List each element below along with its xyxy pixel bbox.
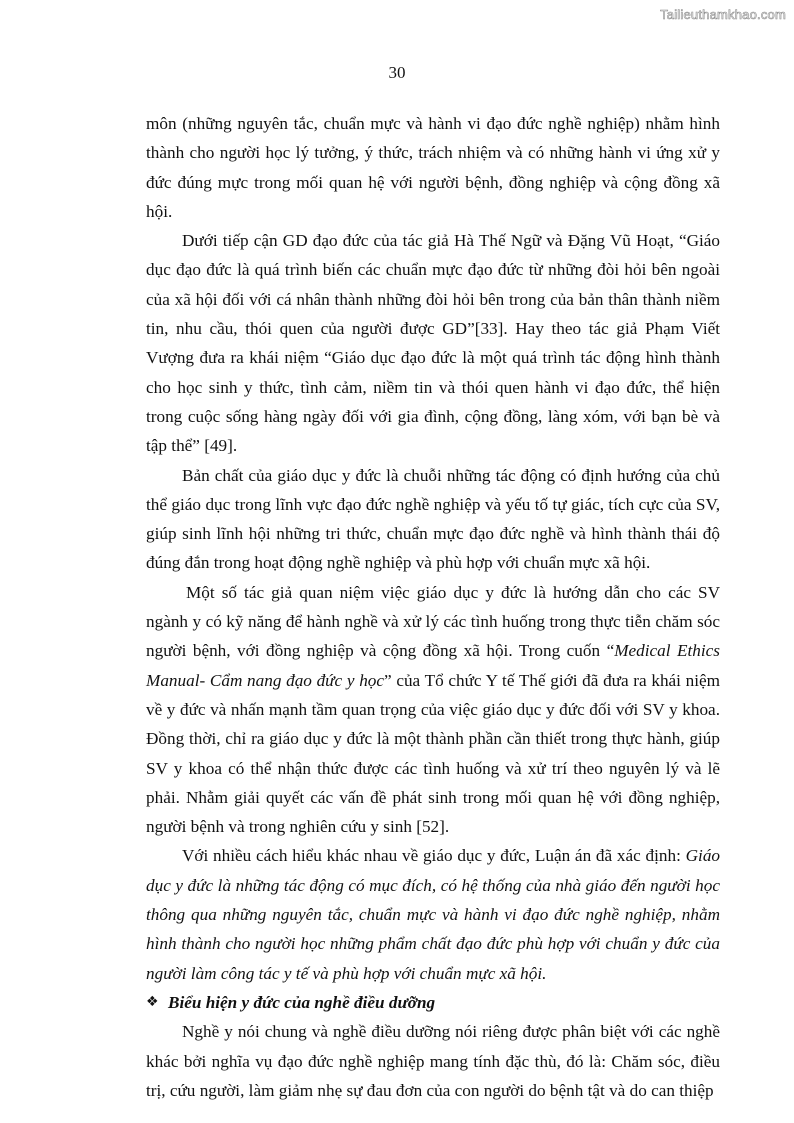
book-title: Medical Ethics Manual- Cẩm nang đạo đức y học [146,641,720,690]
section-heading [146,988,720,1017]
diamond-bullet-icon: ❖ [146,993,159,1010]
paragraph-1: môn (những nguyên tắc, chuẩn mực và hành vi đạo đức nghề nghiệp) nhằm hình thành cho người học lý tưởng, ý thức, trách nhiệm và có những hành vi ứng xử y đức đúng mực trong mối quan hệ với người bệnh, đồng nghiệp và cộng đồng xã hội. [146,114,720,221]
page-number: 30 [388,63,406,82]
paragraph-3: Bản chất của giáo dục y đức là chuỗi những tác động có định hướng của chủ thể giáo dục trong lĩnh vực đạo đức nghề nghiệp và yếu tố tự giác, tích cực của SV, giúp sinh lĩnh hội những tri thức, chuẩn mực đạo đức nghề và hình thành thái độ đúng đắn trong hoạt động nghề nghiệp và phù hợp với chuẩn mực xã hội. [146,465,720,573]
definition-text: Giáo dục y đức là những tác động có mục đích, có hệ thống của nhà giáo đến người học thông qua những nguyên tắc, chuẩn mực và hành vi đạo đức nghề nghiệp, nhằm hình thành cho người học những phẩm chất đạo đức phù hợp với chuẩn y đức của người làm công tác y tế và phù hợp với chuẩn mực xã hội. [146,846,720,983]
document-body [146,109,720,1105]
paragraph-4-text-end: ” của Tổ chức Y tế Thế giới đã đưa ra khái niệm về y đức và nhấn mạnh tầm quan trọng của việc giáo dục y đức đối với SV y khoa. Đồng thời, chỉ ra giáo dục y đức là một thành phần cần thiết trong thực hành, giúp SV y khoa có thể nhận thức được các tình huống và xử trí theo nguyên lý và lẽ phải. Nhằm giải quyết các vấn đề phát sinh trong mối quan hệ với đồng nghiệp, người bệnh và trong nghiên cứu y sinh [52]. [146,670,720,837]
paragraph-5 [146,841,720,987]
paragraph-6: Nghề y nói chung và nghề điều dưỡng nói riêng được phân biệt với các nghề khác bởi nghĩa vụ đạo đức nghề nghiệp mang tính đặc thù, đó là: Chăm sóc, điều trị, cứu người, làm giảm nhẹ sự đau đơn của con người do bệnh tật và do can thiệp [146,1022,720,1100]
paragraph-4-text-start: Một số tác giả quan niệm việc giáo dục y đức là hướng dẫn cho các SV ngành y có kỹ năng để hành nghề và xử lý các tình huống trong thực tiễn chăm sóc người bệnh, với đồng nghiệp và cộng đồng xã hội. Trong cuốn “ [146,582,720,661]
paragraph-4 [146,578,720,842]
watermark: Tailieuthamkhao.com [660,7,786,22]
section-heading-text: Biểu hiện y đức của nghề điều dưỡng [168,992,436,1012]
paragraph-2: Dưới tiếp cận GD đạo đức của tác giả Hà Thế Ngữ và Đặng Vũ Hoạt, “Giáo dục đạo đức là quá trình biến các chuẩn mực đạo đức từ những đòi hỏi bên ngoài của xã hội đối với cá nhân thành những đòi hỏi bên trong của bản thân thành niềm tin, nhu cầu, thói quen của người được GD”[33]. Hay theo tác giả Phạm Viết Vượng đưa ra khái niệm “Giáo dục đạo đức là một quá trình tác động hình thành cho học sinh y thức, tình cảm, niềm tin và thói quen hành vi đạo đức, thể hiện trong cuộc sống hàng ngày đối với gia đình, cộng đồng, làng xóm, với bạn bè và tập thể” [49]. [146,231,720,456]
paragraph-5-intro: Với nhiều cách hiểu khác nhau về giáo dục y đức, Luận án đã xác định: [182,846,686,866]
